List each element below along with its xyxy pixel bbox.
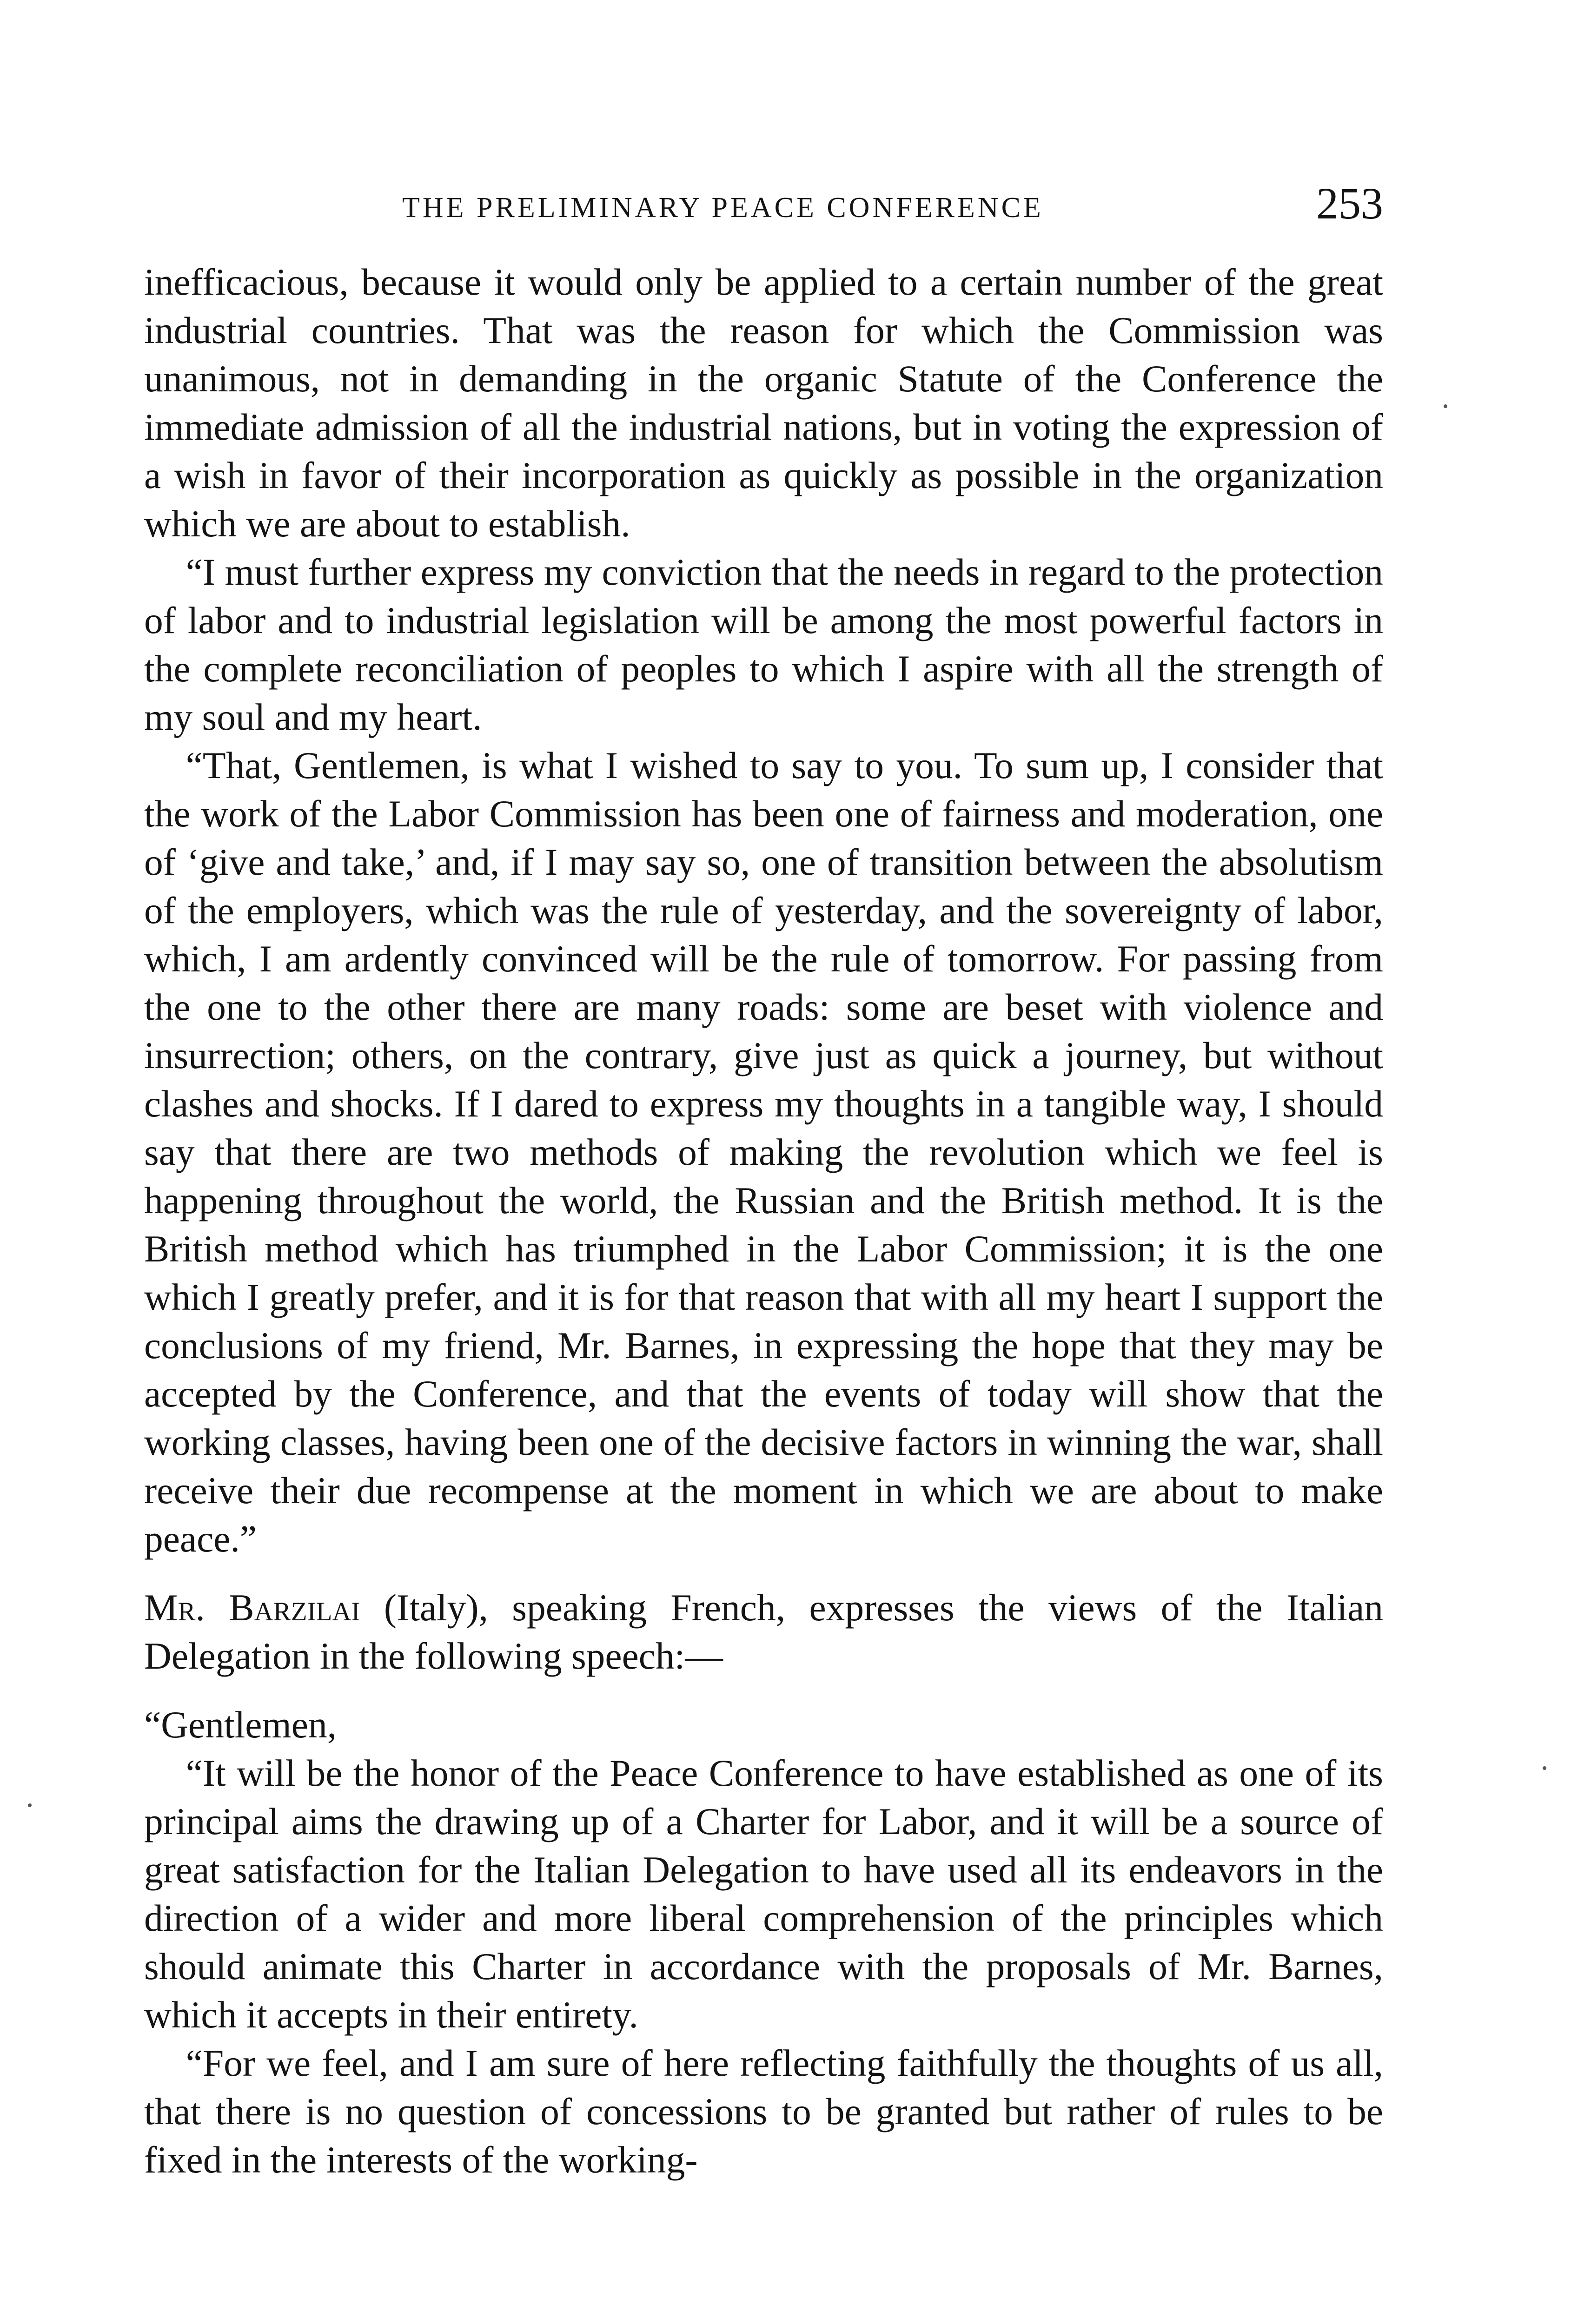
paragraph-conviction: “I must further express my conviction that the needs in regard to the protection of labor and to industrial legislation will be among the most powerful factors in the complete reconciliation of peoples to which I aspire with all the strength of my soul and my heart. <box>144 551 1383 738</box>
stray-dot-mark <box>1444 404 1447 408</box>
stray-dot-mark <box>1543 1766 1546 1770</box>
speaker-name: Mr. Barzilai <box>144 1586 360 1629</box>
paragraph-concessions: “For we feel, and I am sure of here reflecting faithfully the thoughts of us all, that there is no question of concessions to be granted but rather of rules to be fixed in the interests of the working- <box>144 2042 1383 2181</box>
speaker-intro-text: (Italy), speaking French, expresses the views of the Italian Delegation in the following speech:— <box>144 1586 1383 1677</box>
running-head <box>144 178 1383 232</box>
stray-dot-mark <box>28 1803 32 1807</box>
paragraph-continuation: inefficacious, because it would only be applied to a certain number of the great industrial countries. That was the reason for which the Commission was unanimous, not in demanding in the organic Statute of the Conference the immediate admission of all the industrial nations, but in voting the expression of a wish in favor of their incorporation as quickly as possible in the organization which we are about to establish. <box>144 261 1383 545</box>
running-title: THE PRELIMINARY PEACE CONFERENCE <box>402 192 1044 224</box>
page-number: 253 <box>1316 178 1383 228</box>
paragraph-speaker-intro <box>144 1584 1383 1680</box>
body-text <box>144 258 1383 2184</box>
paragraph-charter: “It will be the honor of the Peace Conference to have established as one of its principal aims the drawing up of a Charter for Labor, and it will be a source of great satisfaction for the Italian Delegation to have used all its endeavors in the direction of a wider and more liberal comprehension of the principles which should animate this Charter in accordance with the proposals of Mr. Barnes, which it accepts in their entirety. <box>144 1752 1383 2036</box>
paragraph-salutation: “Gentlemen, <box>144 1703 337 1746</box>
paragraph-summary: “That, Gentlemen, is what I wished to say to you. To sum up, I consider that the work of the Labor Commission has been one of fairness and moderation, one of ‘give and take,’ and, if I may say so, one of transition between the absolutism of the employers, which was the rule of yesterday, and the sovereignty of labor, which, I am ardently convinced will be the rule of tomorrow. For passing from the one to the other there are many roads: some are beset with violence and insurrection; others, on the contrary, give just as quick a journey, but without clashes and shocks. If I dared to express my thoughts in a tangible way, I should say that there are two methods of making the revolution which we feel is happening throughout the world, the Russian and the British method. It is the British method which has triumphed in the Labor Commission; it is the one which I greatly prefer, and it is for that reason that with all my heart I support the conclusions of my friend, Mr. Barnes, in expressing the hope that they may be accepted by the Conference, and that the events of today will show that the working classes, having been one of the decisive factors in winning the war, shall receive their due recompense at the moment in which we are about to make peace.” <box>144 744 1383 1560</box>
